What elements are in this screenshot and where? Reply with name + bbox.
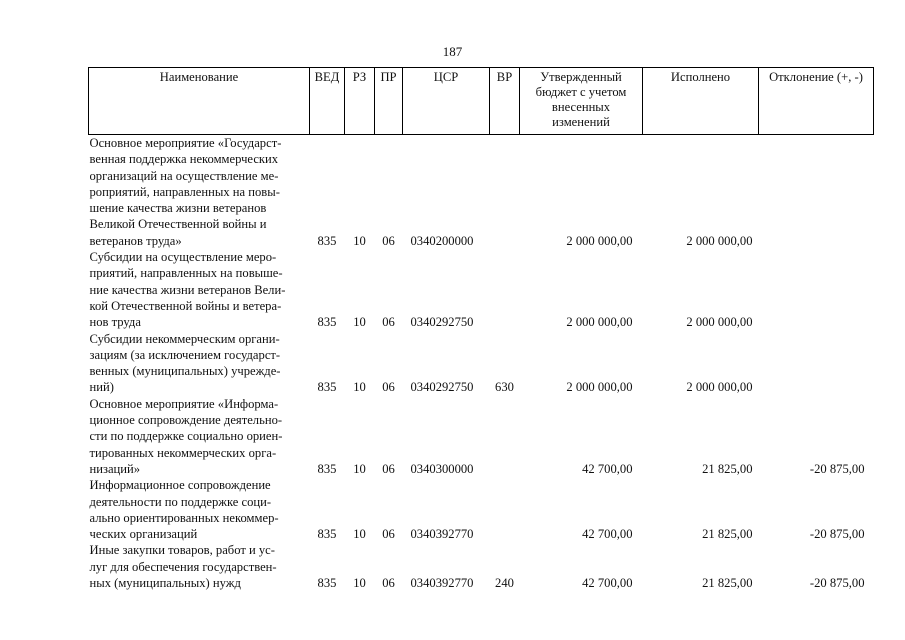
row-pr: 06 <box>382 315 395 330</box>
row-deviation: -20 875,00 <box>809 576 865 591</box>
row-vr <box>490 135 520 250</box>
row-name <box>89 542 310 591</box>
budget-execution-table <box>88 67 874 591</box>
row-ved: 835 <box>317 461 337 476</box>
row-approved: 2 000 000,00 <box>566 315 633 330</box>
row-approved: 42 700,00 <box>582 461 633 476</box>
row-name-line: Основное мероприятие «Государст- <box>89 136 282 150</box>
row-name <box>89 477 310 542</box>
row-name-line: приятий, направленных на повыше- <box>89 266 283 281</box>
header-rz: РЗ <box>345 68 375 135</box>
row-ved: 835 <box>317 233 337 248</box>
row-name-line: деятельности по поддержке соци- <box>89 494 272 509</box>
row-rz: 10 <box>353 576 366 591</box>
header-ved: ВЕД <box>310 68 345 135</box>
row-csr: 0340292750 <box>410 380 474 395</box>
row-pr: 06 <box>382 527 395 542</box>
row-name-line: венных (муниципальных) учрежде- <box>89 364 281 379</box>
row-approved: 2 000 000,00 <box>566 233 633 248</box>
table-body <box>89 135 874 592</box>
row-rz: 10 <box>353 315 366 330</box>
row-name-line: нов труда <box>89 315 141 330</box>
row-vr <box>490 477 520 542</box>
row-rz: 10 <box>353 527 366 542</box>
row-name-line: Субсидии некоммерческим органи- <box>89 331 280 346</box>
row-name-line: Информационное сопровождение <box>89 478 271 493</box>
row-deviation: -20 875,00 <box>809 461 865 476</box>
row-name-line: ных (муниципальных) нужд <box>89 576 241 591</box>
table-row <box>89 331 874 396</box>
table-row <box>89 477 874 542</box>
row-approved: 42 700,00 <box>582 527 633 542</box>
table-row <box>89 249 874 330</box>
row-ved: 835 <box>317 380 337 395</box>
row-deviation <box>759 249 874 330</box>
row-vr: 630 <box>495 380 514 395</box>
row-name-line: Основное мероприятие «Информа- <box>89 396 279 411</box>
row-name-line: организаций на осуществление ме- <box>89 168 279 183</box>
table-header <box>89 68 874 135</box>
row-csr: 0340392770 <box>410 576 474 591</box>
row-pr: 06 <box>382 233 395 248</box>
row-csr: 0340292750 <box>410 315 474 330</box>
header-vr: ВР <box>490 68 520 135</box>
header-executed: Исполнено <box>643 68 759 135</box>
row-approved: 2 000 000,00 <box>566 380 633 395</box>
row-deviation <box>759 135 874 250</box>
row-name-line: тированных некоммерческих орга- <box>89 445 277 460</box>
row-pr: 06 <box>382 380 395 395</box>
row-pr: 06 <box>382 461 395 476</box>
row-csr: 0340200000 <box>410 233 474 248</box>
row-ved: 835 <box>317 576 337 591</box>
row-name-line: ветеранов труда» <box>89 233 182 248</box>
row-name-line: Великой Отечественной войны и <box>89 217 267 232</box>
row-csr: 0340300000 <box>410 461 474 476</box>
row-executed: 2 000 000,00 <box>686 315 753 330</box>
row-name <box>89 135 310 250</box>
row-ved: 835 <box>317 315 337 330</box>
row-executed: 2 000 000,00 <box>686 380 753 395</box>
row-executed: 21 825,00 <box>702 527 753 542</box>
row-name-line: Субсидии на осуществление меро- <box>89 250 277 265</box>
row-name-line: Иные закупки товаров, работ и ус- <box>89 543 275 558</box>
row-deviation: -20 875,00 <box>809 527 865 542</box>
row-name <box>89 331 310 396</box>
row-name-line: ние качества жизни ветеранов Вели- <box>89 282 286 297</box>
row-name <box>89 396 310 477</box>
row-name-line: ционное сопровождение деятельно- <box>89 413 283 428</box>
row-name-line: зациям (за исключением государст- <box>89 347 281 362</box>
header-csr: ЦСР <box>403 68 490 135</box>
row-executed: 21 825,00 <box>702 461 753 476</box>
row-name-line: венная поддержка некоммерческих <box>89 152 279 167</box>
header-deviation: Отклонение (+, -) <box>759 68 874 135</box>
row-name-line: ний) <box>89 380 114 395</box>
page-number: 187 <box>442 44 463 59</box>
row-name-line: шение качества жизни ветеранов <box>89 201 267 216</box>
row-csr: 0340392770 <box>410 527 474 542</box>
row-vr <box>490 396 520 477</box>
row-executed: 21 825,00 <box>702 576 753 591</box>
row-name-line: сти по поддержке социально ориен- <box>89 429 283 444</box>
row-name-line: луг для обеспечения государствен- <box>89 559 277 574</box>
row-ved: 835 <box>317 527 337 542</box>
row-rz: 10 <box>353 461 366 476</box>
row-name-line: кой Отечественной войны и ветера- <box>89 298 282 313</box>
row-name-line: низаций» <box>89 461 141 476</box>
row-vr <box>490 249 520 330</box>
row-pr: 06 <box>382 576 395 591</box>
row-vr: 240 <box>495 576 514 591</box>
row-executed: 2 000 000,00 <box>686 233 753 248</box>
row-rz: 10 <box>353 380 366 395</box>
row-name <box>89 249 310 330</box>
table-row <box>89 396 874 477</box>
row-deviation <box>759 331 874 396</box>
row-name-line: роприятий, направленных на повы- <box>89 184 280 199</box>
header-approved-budget: Утвержденный бюджет с учетом внесенных изменений <box>520 68 643 135</box>
row-name-line: ческих организаций <box>89 527 198 542</box>
header-pr: ПР <box>375 68 403 135</box>
row-rz: 10 <box>353 233 366 248</box>
header-name: Наименование <box>89 68 310 135</box>
row-approved: 42 700,00 <box>582 576 633 591</box>
table-row <box>89 135 874 250</box>
row-name-line: ально ориентированных некоммер- <box>89 510 279 525</box>
table-row <box>89 542 874 591</box>
